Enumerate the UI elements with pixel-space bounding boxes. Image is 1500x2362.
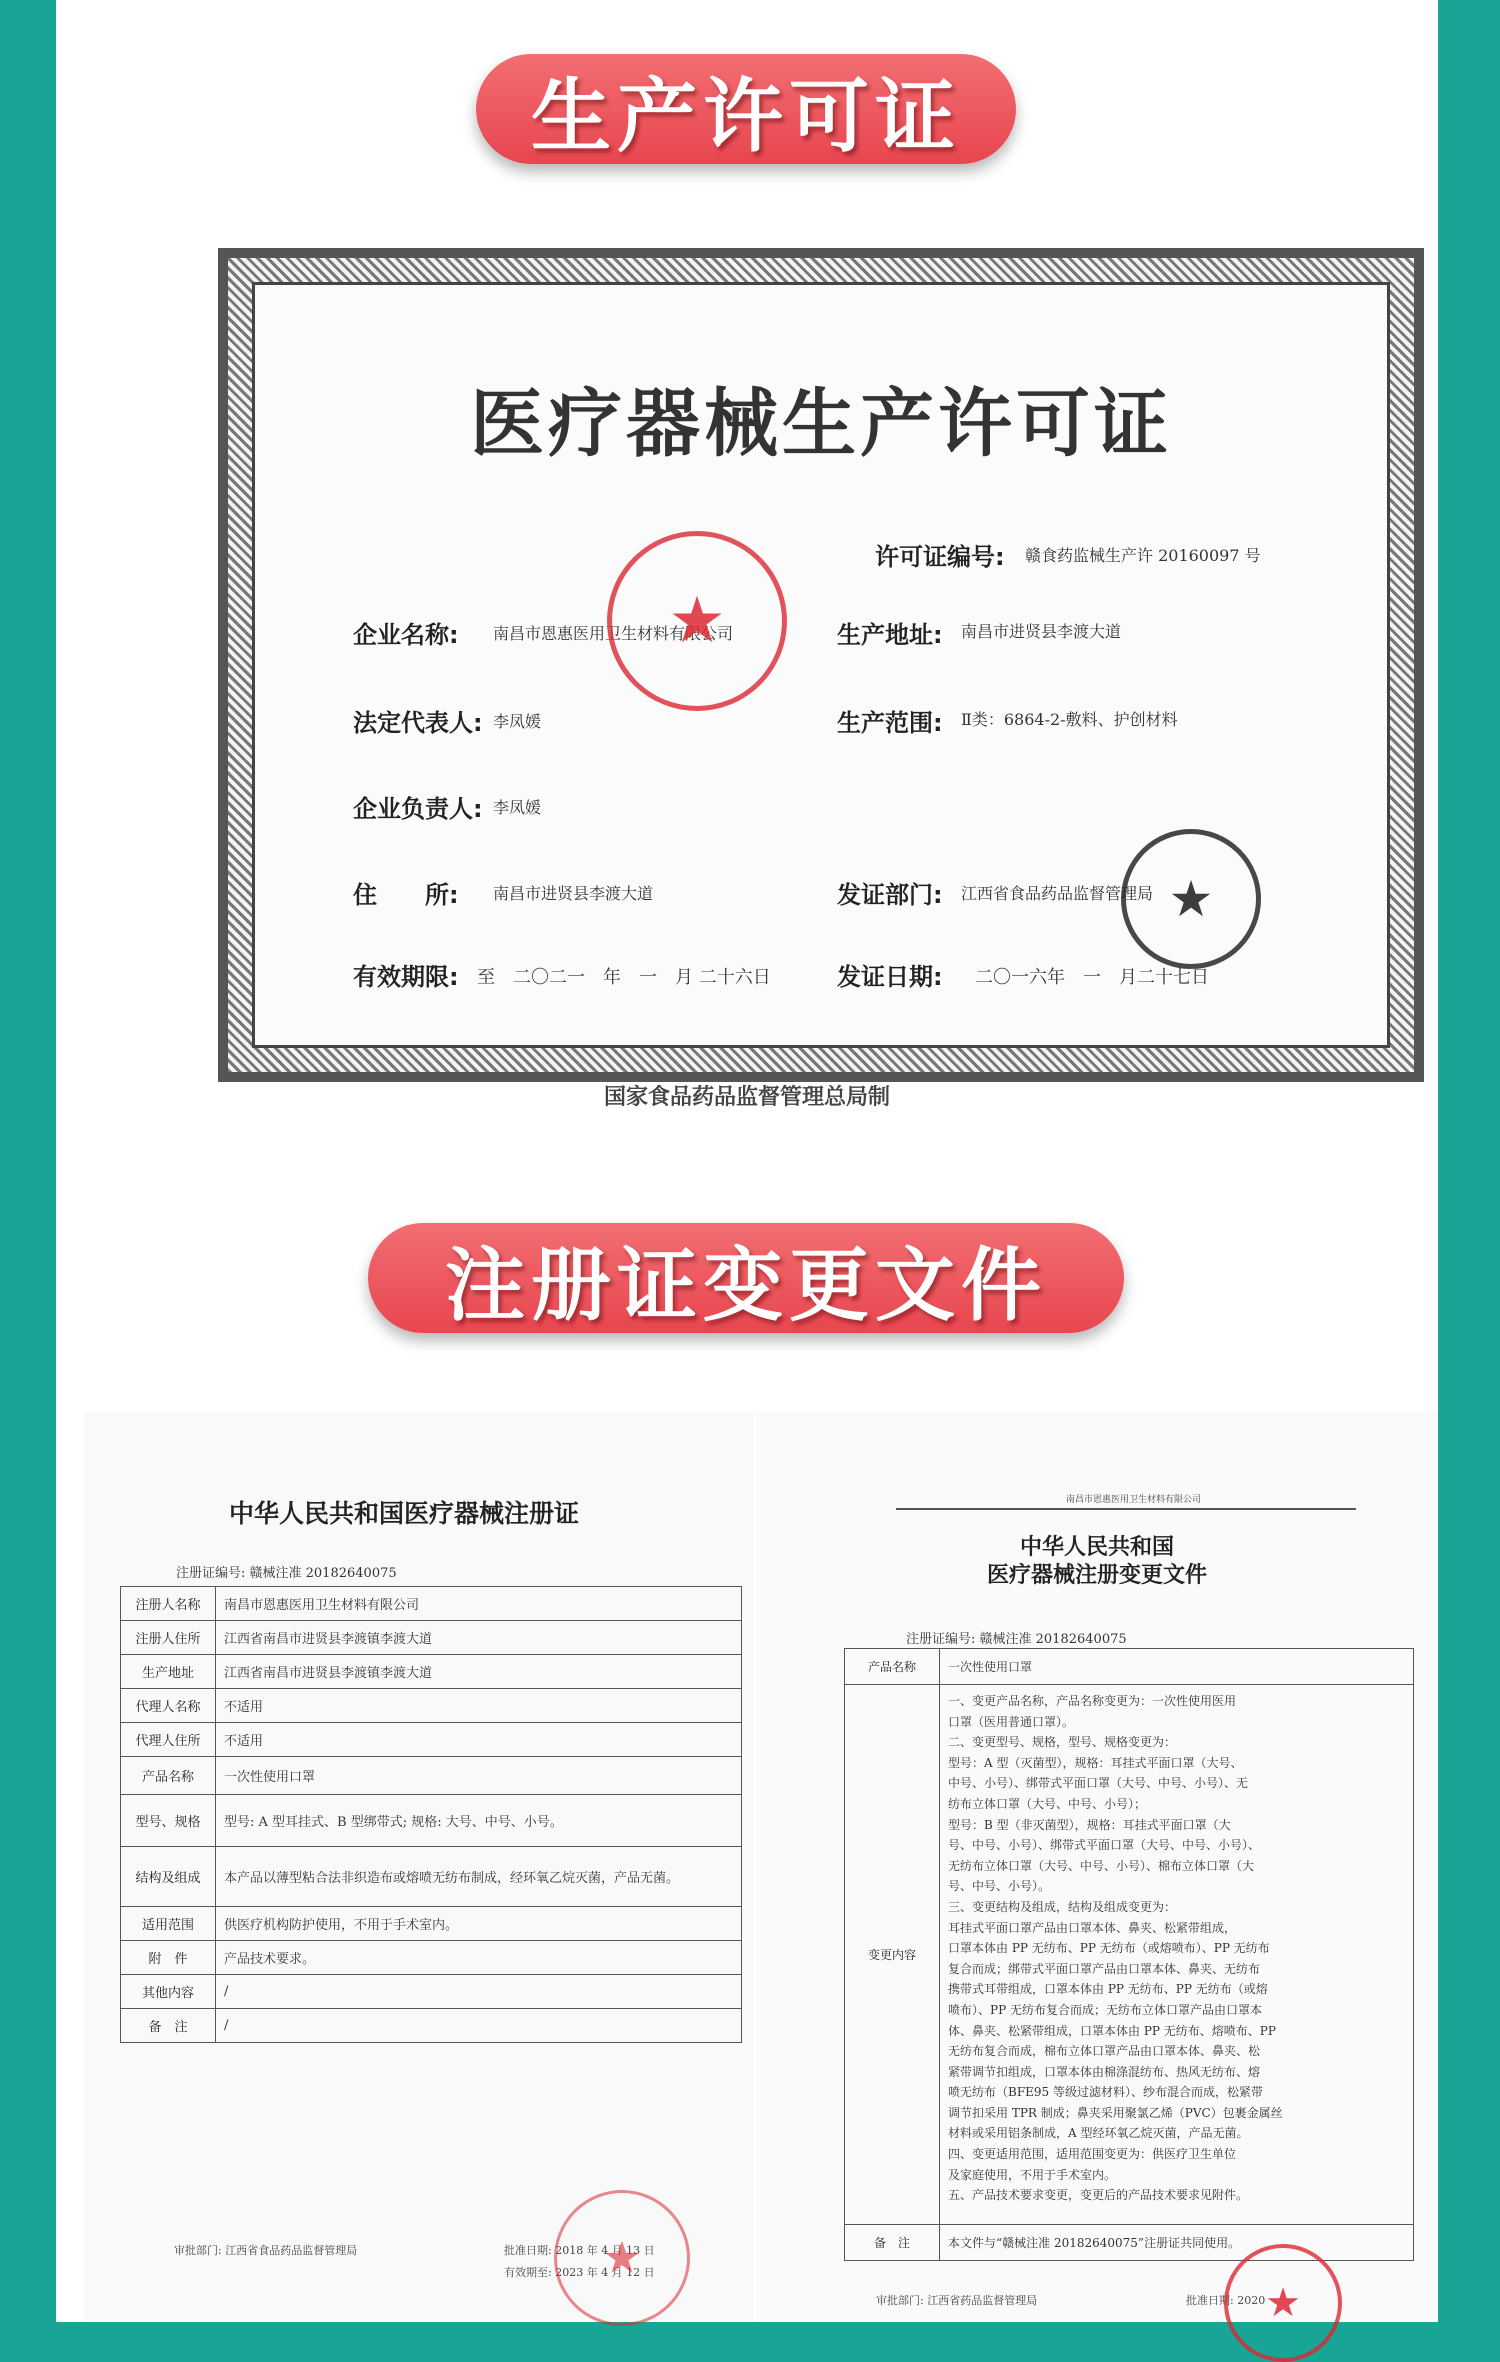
row-value: 供医疗机构防护使用，不用于手术室内。: [216, 1907, 742, 1941]
company-label: 企业名称:: [353, 621, 459, 649]
issuer-value: 江西省食品药品监督管理局: [961, 884, 1154, 903]
residence-label: 住 所:: [353, 881, 459, 909]
change-line: 携带式耳带组成，口罩本体由 PP 无纺布、PP 无纺布（或熔: [948, 1982, 1268, 1997]
product-name-value: 一次性使用口罩: [940, 1649, 1414, 1685]
row-value: 江西省南昌市进贤县李渡镇李渡大道: [216, 1621, 742, 1655]
license-no-label: 许可证编号:: [875, 543, 1005, 571]
content-panel: [56, 0, 1438, 2326]
manager-value: 李凤媛: [493, 798, 542, 817]
change-line: 纺布立体口罩（大号、中号、小号）；: [948, 1796, 1147, 1811]
table-row: [121, 1907, 742, 1941]
residence-value: 南昌市进贤县李渡大道: [493, 884, 654, 903]
section-title-production-license: 生产许可证: [476, 54, 1016, 164]
reg-cert-approval-date: 批准日期: 2018 年 4 月 13 日: [504, 2244, 655, 2257]
row-value: 产品技术要求。: [216, 1941, 742, 1975]
row-label: 注册人名称: [121, 1587, 216, 1621]
reg-cert-title: 中华人民共和国医疗器械注册证: [228, 1499, 579, 1528]
seal-star-icon: ★: [1265, 2280, 1301, 2326]
table-row: [121, 1941, 742, 1975]
reg-cert-table: [120, 1586, 742, 2043]
note-value: 本文件与“赣械注准 20182640075”注册证共同使用。: [940, 2225, 1414, 2261]
certificate-footer: 国家食品药品监督管理总局制: [603, 1085, 890, 1110]
change-doc-table: [844, 1648, 1414, 2261]
address-label: 生产地址:: [837, 621, 943, 649]
certificate-body: [252, 282, 1390, 1048]
change-line: 五、产品技术要求变更，变更后的产品技术要求见附件。: [948, 2188, 1249, 2203]
scope-label: 生产范围:: [837, 709, 943, 737]
row-label: 型号、规格: [121, 1795, 216, 1847]
change-line: 紧带调节扣组成，口罩本体由棉涤混纺布、热风无纺布、熔: [948, 2064, 1261, 2079]
row-label: 结构及组成: [121, 1847, 216, 1907]
validity-value: 至 二〇二一 年 一 月 二十六日: [477, 967, 771, 988]
seal-star-icon: ★: [1168, 870, 1214, 928]
change-line: 喷布）、PP 无纺布复合而成；无纺布立体口罩产品由口罩本: [948, 2002, 1262, 2017]
row-label: 适用范围: [121, 1907, 216, 1941]
row-label: 其他内容: [121, 1975, 216, 2009]
change-line: 调节扣采用 TPR 制成；鼻夹采用聚氯乙烯（PVC）包裹金属丝: [948, 2105, 1283, 2120]
change-line: 材料或采用铝条制成，A 型经环氧乙烷灭菌，产品无菌。: [948, 2126, 1249, 2141]
row-value: 本产品以薄型粘合法非织造布或熔喷无纺布制成，经环氧乙烷灭菌，产品无菌。: [216, 1847, 742, 1907]
change-line: 喷无纺布（BFE95 等级过滤材料）、纱布混合而成，松紧带: [948, 2085, 1263, 2100]
note-label: 备 注: [845, 2225, 940, 2261]
certificate-title: 医疗器械生产许可证: [470, 381, 1172, 467]
change-doc-seal: [1224, 2244, 1342, 2362]
table-row: [121, 1975, 742, 2009]
table-row: [121, 1587, 742, 1621]
row-value: 不适用: [216, 1723, 742, 1757]
row-label: 注册人住所: [121, 1621, 216, 1655]
seal-star-icon: ★: [602, 2232, 642, 2284]
production-license-certificate: [218, 248, 1424, 1082]
row-value: 一次性使用口罩: [216, 1757, 742, 1795]
row-value: 江西省南昌市进贤县李渡镇李渡大道: [216, 1655, 742, 1689]
change-doc-title-line1: 中华人民共和国: [1019, 1534, 1174, 1560]
change-line: 及家庭使用，不用于手术室内。: [948, 2167, 1117, 2182]
change-line: 无纺布立体口罩（大号、中号、小号）、棉布立体口罩（大: [948, 1858, 1255, 1873]
change-doc-date: 批准日期: 2020: [1186, 2294, 1266, 2307]
change-doc-title-line2: 医疗器械注册变更文件: [986, 1562, 1207, 1588]
reg-cert-seal: [554, 2190, 690, 2326]
change-content-label: 变更内容: [845, 1685, 940, 2225]
row-label: 代理人名称: [121, 1689, 216, 1723]
change-line: 号、中号、小号）。: [948, 1879, 1051, 1894]
issuer-label: 发证部门:: [837, 881, 943, 909]
change-doc-approver: 审批部门: 江西省药品监督管理局: [876, 2294, 1038, 2307]
change-line: 号、中号、小号）、绑带式平面口罩（大号、中号、小号）、: [948, 1838, 1261, 1853]
table-row: [121, 1757, 742, 1795]
issue-date-value: 二〇一六年 一 月二十七日: [975, 967, 1209, 988]
row-label: 生产地址: [121, 1655, 216, 1689]
row-value: /: [216, 1975, 742, 2009]
row-value: 南昌市恩惠医用卫生材料有限公司: [216, 1587, 742, 1621]
change-line: 三、变更结构及组成，结构及组成变更为：: [948, 1899, 1177, 1914]
company-seal: [607, 531, 787, 711]
seal-star-icon: ★: [668, 584, 726, 658]
issue-date-label: 发证日期:: [837, 963, 943, 991]
change-line: 复合而成；绑带式平面口罩产品由口罩本体、鼻夹、无纺布: [948, 1961, 1261, 1976]
table-row: [121, 1847, 742, 1907]
product-name-label: 产品名称: [845, 1649, 940, 1685]
row-value: 不适用: [216, 1689, 742, 1723]
row-label: 附 件: [121, 1941, 216, 1975]
row-value: /: [216, 2009, 742, 2043]
reg-cert-number: 注册证编号: 赣械注准 20182640075: [176, 1566, 397, 1581]
change-line: 中号、小号）、绑带式平面口罩（大号、中号、小号）、无: [948, 1776, 1249, 1791]
manager-label: 企业负责人:: [353, 795, 483, 823]
change-line: 无纺布复合而成，棉布立体口罩产品由口罩本体、鼻夹、松: [948, 2044, 1261, 2059]
change-line: 二、变更型号、规格，型号、规格变更为：: [948, 1735, 1177, 1750]
company-value: 南昌市恩惠医用卫生材料有限公司: [493, 624, 734, 643]
change-line: 型号：B 型（非灭菌型），规格：耳挂式平面口罩（大: [948, 1817, 1231, 1832]
header-rule: [896, 1508, 1356, 1510]
row-value: 型号: A 型耳挂式、B 型绑带式; 规格: 大号、中号、小号。: [216, 1795, 742, 1847]
change-doc-header: 南昌市恩惠医用卫生材料有限公司: [1066, 1495, 1202, 1505]
row-label: 代理人住所: [121, 1723, 216, 1757]
change-doc-number: 注册证编号: 赣械注准 20182640075: [906, 1632, 1127, 1647]
table-row: [121, 2009, 742, 2043]
issuer-seal: [1121, 829, 1261, 969]
change-line: 型号：A 型（灭菌型），规格：耳挂式平面口罩（大号、: [948, 1755, 1243, 1770]
row-label: 产品名称: [121, 1757, 216, 1795]
scope-value: Ⅱ类：6864-2-敷料、护创材料: [961, 710, 1178, 729]
change-line: 口罩本体由 PP 无纺布、PP 无纺布（或熔喷布）、PP 无纺布: [948, 1941, 1270, 1956]
legal-rep-label: 法定代表人:: [353, 709, 483, 737]
registration-certificate: [84, 1412, 754, 2322]
table-row: [121, 1723, 742, 1757]
registration-change-document: [756, 1412, 1438, 2326]
address-value: 南昌市进贤县李渡大道: [961, 622, 1122, 641]
table-row: [121, 1795, 742, 1847]
section-title-registration-change: 注册证变更文件: [368, 1223, 1124, 1333]
reg-cert-expiry-date: 有效期至: 2023 年 4 月 12 日: [504, 2266, 655, 2279]
reg-cert-approver: 审批部门: 江西省食品药品监督管理局: [174, 2244, 358, 2257]
change-line: 耳挂式平面口罩产品由口罩本体、鼻夹、松紧带组成，: [948, 1920, 1237, 1935]
legal-rep-value: 李凤媛: [493, 712, 542, 731]
table-row: [121, 1655, 742, 1689]
change-line: 口罩（医用普通口罩）。: [948, 1714, 1075, 1729]
row-label: 备 注: [121, 2009, 216, 2043]
change-content-text: [940, 1685, 1414, 2225]
table-row: [121, 1621, 742, 1655]
change-line: 一、变更产品名称，产品名称变更为：一次性使用医用: [948, 1694, 1237, 1708]
table-row: [121, 1689, 742, 1723]
license-no-value: 赣食药监械生产许 20160097 号: [1025, 546, 1261, 565]
validity-label: 有效期限:: [353, 963, 459, 991]
change-line: 体、鼻夹、松紧带组成，口罩本体由 PP 无纺布、熔喷布、PP: [948, 2023, 1276, 2038]
change-line: 四、变更适用范围，适用范围变更为：供医疗卫生单位: [948, 2147, 1237, 2162]
